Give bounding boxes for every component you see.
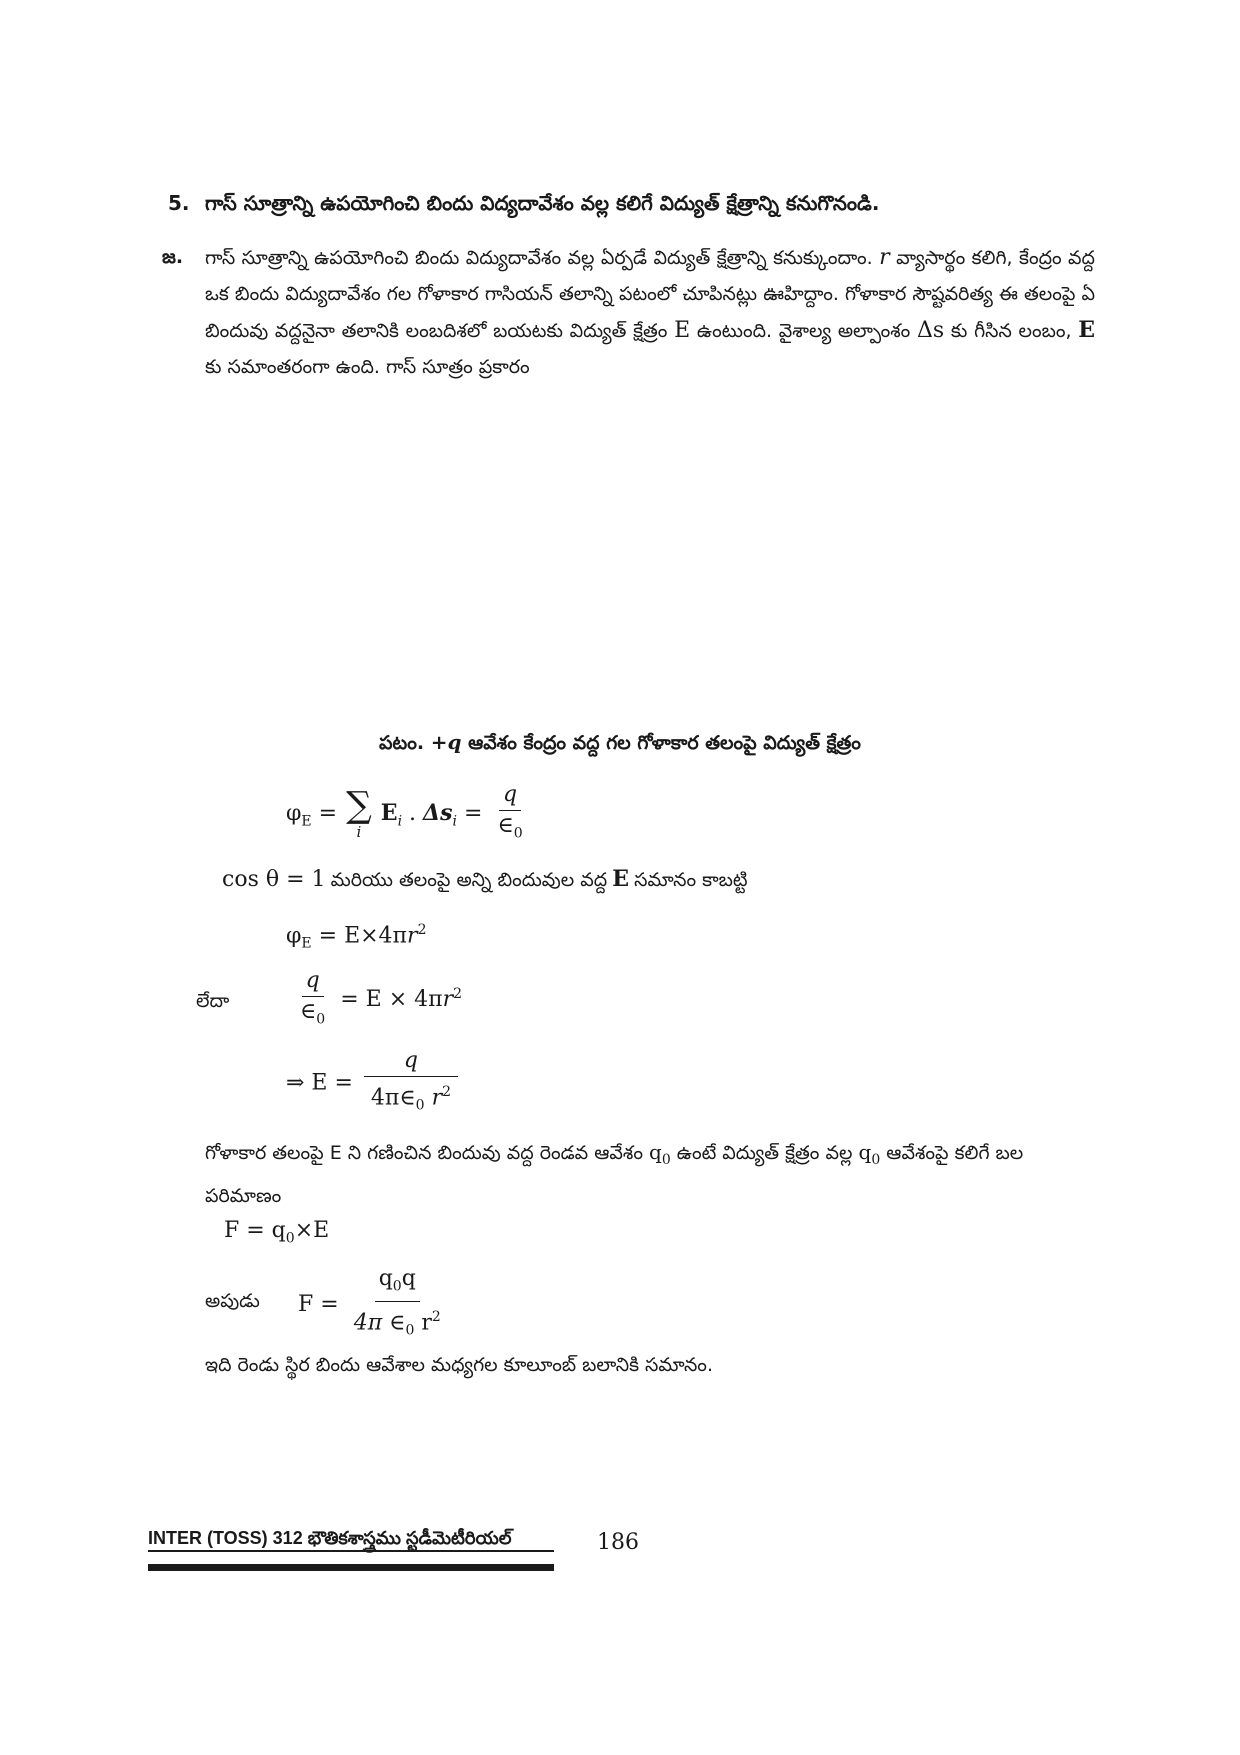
force-q0-b-q: q — [858, 1140, 872, 1164]
cos-words-b: సమానం కాబట్టి — [634, 869, 748, 891]
eq4-fraction — [364, 1048, 458, 1119]
eq1-phi: φ — [286, 801, 302, 827]
sigma-icon: ∑ — [346, 785, 372, 827]
footer-title: INTER (TOSS) 312 భౌతికశాస్త్రము స్టడీమెటీరియల్ — [148, 1528, 512, 1548]
caption-charge: +q — [430, 730, 462, 754]
radius-symbol: r — [879, 245, 890, 270]
eq4-denominator — [367, 1077, 455, 1119]
eq3-epsilon-sub: 0 — [316, 1011, 326, 1028]
cos-line — [222, 866, 748, 896]
eq1-epsilon: ∈ — [497, 813, 514, 838]
field-symbol: E — [674, 318, 691, 343]
conclusion-text: ఇది రెండు స్థిర బిందు ఆవేశాల మధ్యగల కూలూంబ్ బలానికి సమానం. — [205, 1354, 713, 1376]
leda-label: లేదా — [196, 990, 230, 1012]
eq5-b: ×E — [294, 1218, 330, 1243]
eq1-numerator: q — [499, 782, 521, 811]
area-element-symbol: Δs — [917, 318, 945, 343]
eq4-numerator: q — [364, 1048, 458, 1077]
eq6-den-main: 4π ∈ — [353, 1310, 406, 1336]
answer-text-e: కు సమాంతరంగా ఉంది. గాస్ సూత్రం ప్రకారం — [205, 356, 530, 378]
eq1-field: E — [380, 800, 398, 827]
equation-coulomb — [298, 1266, 449, 1344]
equation-flux-sphere — [286, 922, 426, 952]
eq1-field-sub: i — [397, 813, 403, 830]
eq2-phi: φ — [286, 923, 302, 949]
eq3-rhs: = E × 4π — [340, 987, 443, 1013]
equation-force-product — [224, 1218, 329, 1246]
question-text: గాస్ సూత్రాన్ని ఉపయోగించి బిందు విద్యదావేశం వల్ల కలిగే విద్యుత్ క్షేత్రాన్ని కనుగొనండి. — [205, 191, 880, 215]
eq1-phi-sub: E — [301, 813, 312, 830]
caption-prefix: పటం. — [379, 732, 425, 754]
eq6-den-sub: 0 — [405, 1323, 415, 1340]
eq4-lhs: ⇒ E = — [286, 1070, 353, 1096]
figure-caption — [0, 730, 1240, 759]
caption-suffix: ఆవేశం కేంద్రం వద్ద గల గోళాకార తలంపై విద్యుత్ క్షేత్రం — [468, 732, 861, 754]
force-q0-b-sub: 0 — [871, 1152, 881, 1168]
eq3-denominator — [296, 997, 329, 1032]
eq6-numerator — [375, 1266, 420, 1302]
answer-label: జ. — [162, 246, 184, 268]
equation-flux-sum — [286, 782, 531, 846]
sigma-index: i — [356, 823, 362, 842]
eq4-den-sub: 0 — [415, 1097, 425, 1114]
eq4-den-main: 4π∈ — [370, 1085, 416, 1111]
equation-field-result — [286, 1048, 462, 1119]
eq6-fraction — [350, 1266, 445, 1344]
force-paragraph — [205, 1134, 1095, 1214]
eq2-phi-sub: E — [301, 935, 312, 952]
answer-paragraph — [205, 240, 1095, 385]
force-text-b: ఉంటే విద్యుత్ క్షేత్రం వల్ల — [676, 1142, 853, 1164]
eq4-pow: 2 — [442, 1084, 452, 1100]
force-q0-a — [649, 1140, 671, 1168]
eq4-r: r — [431, 1085, 443, 1111]
force-q0-b — [858, 1140, 881, 1168]
eq1-equals: = — [318, 801, 338, 827]
force-text-a: గోళాకార తలంపై E ని గణించిన బిందువు వద్ద రెండవ ఆవేశం — [205, 1142, 643, 1164]
eq6-den-r: r — [421, 1310, 432, 1336]
answer-text-c: ఉంటుంది. వైశాల్య అల్పాంశం — [696, 320, 911, 342]
eq1-fraction — [493, 782, 526, 846]
eq5-a: F = q — [224, 1218, 286, 1243]
answer-text-d: కు గీసిన లంబం, — [950, 320, 1072, 342]
eq1-area: Δs — [423, 800, 453, 827]
eq1-equals-2: = — [464, 801, 483, 827]
footer-rule-thin — [148, 1550, 554, 1552]
summation — [346, 785, 372, 842]
eq1-area-sub: i — [452, 813, 457, 830]
eq2-r: r — [407, 923, 418, 949]
question-number: 5. — [168, 191, 190, 215]
eq1-denominator — [493, 811, 526, 846]
eq6-lhs: F = — [298, 1292, 339, 1318]
eq6-den-pow: 2 — [431, 1309, 441, 1326]
cos-expression: cos θ = 1 — [222, 867, 326, 892]
eq3-fraction — [296, 968, 329, 1032]
eq3-epsilon: ∈ — [300, 999, 317, 1024]
answer-text-b: వ్యాసార్థం కలిగి, కేంద్రం వద్ద ఒక బిందు విద్యుదావేశం గల గోళాకార గాసియన్ తలాన్ని పటంలో చూపినట్లు ఊహిద్దాం. గోళాకార సౌష్టవరిత్య ఈ తలంపై ఏ బిందువు వద్దనైనా తలానికి లంబదిశలో బయటకు విద్యుత్ క్షేత్రం — [205, 247, 1095, 342]
eq5-sub: 0 — [285, 1230, 295, 1247]
answer-text-a: గాస్ సూత్రాన్ని ఉపయోగించి బిందు విద్యుదావేశం వల్ల ఏర్పడే విద్యుత్ క్షేత్రాన్ని కనుక్కుందాం. — [205, 247, 873, 269]
appudu-label: అపుడు — [205, 1290, 260, 1312]
cos-field: E — [612, 866, 630, 892]
field-vector-symbol: E — [1078, 317, 1096, 343]
force-text-c: ఆవేశంపై కలిగే బల పరిమాణం — [205, 1142, 1024, 1207]
eq2-pow: 2 — [417, 922, 427, 938]
eq3-numerator: q — [302, 968, 324, 997]
eq6-num-q2: q — [401, 1266, 416, 1291]
eq6-num-q: q — [378, 1266, 393, 1291]
equation-gauss-sphere — [292, 968, 462, 1032]
eq3-pow: 2 — [453, 985, 463, 1002]
footer-rule-thick — [148, 1564, 554, 1571]
eq6-denominator — [350, 1302, 445, 1344]
eq2-rhs: = E×4π — [318, 923, 408, 949]
eq3-r: r — [442, 987, 454, 1013]
force-q0-a-sub: 0 — [661, 1152, 671, 1168]
page-number: 186 — [597, 1530, 639, 1555]
eq1-epsilon-sub: 0 — [513, 825, 523, 842]
eq6-num-sub: 0 — [392, 1278, 402, 1295]
force-q0-a-q: q — [649, 1140, 662, 1164]
cos-words-a: మరియు తలంపై అన్ని బిందువుల వద్ద — [330, 869, 608, 891]
eq1-dot: . — [409, 801, 417, 827]
